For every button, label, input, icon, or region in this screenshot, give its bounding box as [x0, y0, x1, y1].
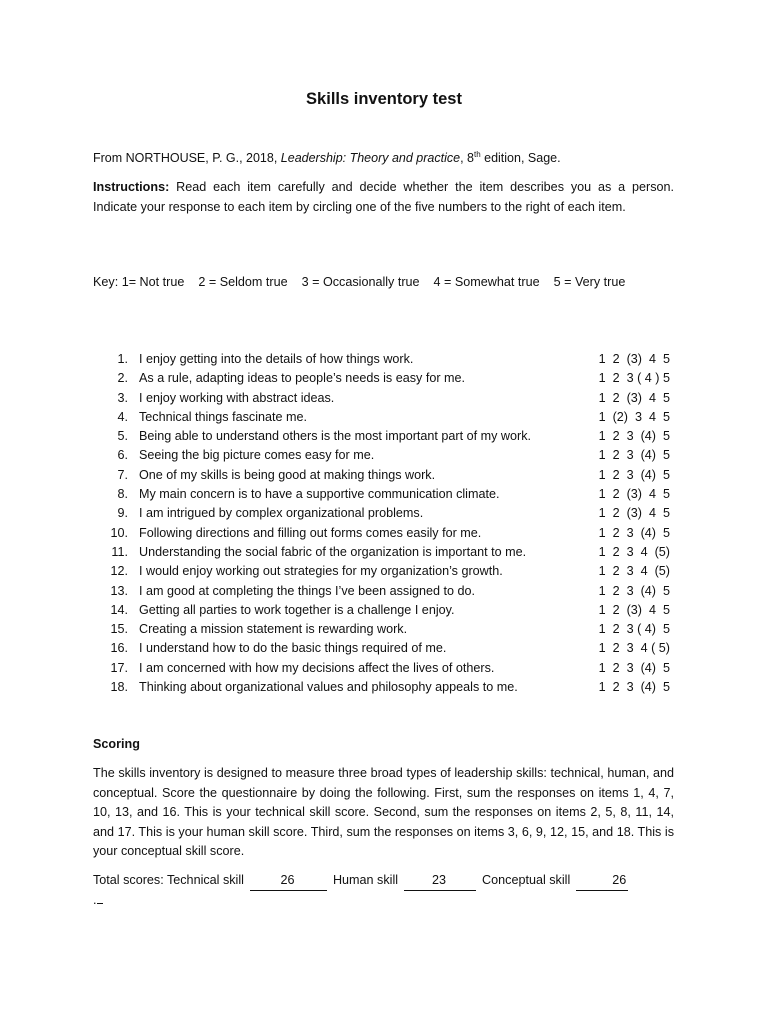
item-response[interactable]: 1 2 3 ( 4) 5	[598, 622, 670, 637]
list-item	[108, 350, 678, 369]
list-item	[108, 620, 678, 639]
item-text: I am intrigued by complex organizational problems.	[139, 506, 424, 521]
item-response[interactable]: 1 2 3 (4) 5	[598, 448, 670, 463]
item-text: Understanding the social fabric of the organization is important to me.	[139, 544, 527, 559]
list-item	[108, 369, 678, 388]
list-item	[108, 504, 678, 523]
list-item	[108, 562, 678, 581]
item-text: Seeing the big picture comes easy for me.	[139, 448, 375, 463]
inventory-items-list	[108, 350, 678, 697]
item-number: 3.	[117, 390, 128, 405]
item-response[interactable]: 1 (2) 3 4 5	[598, 409, 670, 424]
conceptual-skill-label: Conceptual skill	[482, 873, 571, 887]
item-text: I understand how to do the basic things required of me.	[139, 641, 447, 656]
item-response[interactable]: 1 2 (3) 4 5	[598, 487, 670, 502]
source-citation	[93, 150, 561, 165]
item-response[interactable]: 1 2 3 ( 4 ) 5	[598, 371, 670, 386]
item-response[interactable]: 1 2 3 (4) 5	[598, 583, 670, 598]
item-text: Creating a mission statement is rewarding work.	[139, 622, 408, 637]
instructions-paragraph	[93, 178, 674, 217]
list-item	[108, 389, 678, 408]
list-item	[108, 659, 678, 678]
item-response[interactable]: 1 2 (3) 4 5	[598, 602, 670, 617]
source-edition-sup: th	[473, 150, 481, 159]
human-score-field[interactable]: 23	[404, 871, 476, 891]
list-item	[108, 485, 678, 504]
totals-tail-underline	[97, 895, 103, 904]
item-text: I am good at completing the things I’ve been assigned to do.	[139, 583, 476, 598]
item-response[interactable]: 1 2 3 (4) 5	[598, 680, 670, 695]
item-number: 10.	[110, 525, 128, 540]
item-text: I enjoy working with abstract ideas.	[139, 390, 335, 405]
item-text: Being able to understand others is the most important part of my work.	[139, 429, 531, 444]
scoring-paragraph: The skills inventory is designed to measure three broad types of leadership skills: technical, human, and conceptual. Score the questionnaire by doing the following. First, sum the responses on items 1, 4, 7, 10, 13, and 16. This is your technical skill score. Second, sum the responses on items 2, 5, 8, 11, 14, and 17. This is your human skill score. Third, sum the responses on items 3, 6, 9, 12, 15, and 18. This is your conceptual skill score.	[93, 766, 674, 858]
item-number: 5.	[117, 429, 128, 444]
conceptual-score-field[interactable]: 26	[576, 871, 628, 891]
list-item	[108, 408, 678, 427]
item-text: I enjoy getting into the details of how things work.	[139, 352, 414, 366]
item-number: 17.	[110, 660, 128, 675]
source-prefix: From NORTHOUSE, P. G., 2018,	[93, 151, 281, 166]
item-response[interactable]: 1 2 3 4 ( 5)	[598, 641, 670, 656]
total-scores	[93, 871, 674, 910]
item-number: 18.	[110, 680, 128, 695]
technical-score-field[interactable]: 26	[250, 871, 327, 891]
list-item	[108, 678, 678, 697]
item-text: Thinking about organizational values and philosophy appeals to me.	[139, 680, 518, 695]
list-item	[108, 601, 678, 620]
list-item	[108, 639, 678, 658]
item-number: 12.	[110, 564, 128, 579]
item-number: 7.	[117, 467, 128, 482]
item-text: Getting all parties to work together is a challenge I enjoy.	[139, 602, 455, 617]
item-text: Technical things fascinate me.	[139, 409, 308, 424]
list-item	[108, 524, 678, 543]
list-item	[108, 543, 678, 562]
item-number: 13.	[110, 583, 128, 598]
list-item	[108, 582, 678, 601]
item-response[interactable]: 1 2 3 (4) 5	[598, 429, 670, 444]
item-response[interactable]: 1 2 3 4 (5)	[598, 564, 670, 579]
item-response[interactable]: 1 2 (3) 4 5	[598, 390, 670, 405]
item-text: I am concerned with how my decisions affect the lives of others.	[139, 660, 495, 675]
item-text: As a rule, adapting ideas to people’s needs is easy for me.	[139, 371, 466, 386]
item-text: One of my skills is being good at making things work.	[139, 467, 436, 482]
item-response[interactable]: 1 2 (3) 4 5	[598, 352, 670, 366]
instructions-text: Read each item carefully and decide whether the item describes you as a person. Indicate your response to each item by circling one of the five numbers to the right of each item.	[93, 180, 674, 214]
response-key: Key: 1= Not true 2 = Seldom true 3 = Occasionally true 4 = Somewhat true 5 = Very true	[93, 275, 626, 289]
totals-tail: .	[93, 893, 97, 907]
list-item	[108, 427, 678, 446]
item-response[interactable]: 1 2 3 (4) 5	[598, 467, 670, 482]
source-book-title: Leadership: Theory and practice	[280, 151, 461, 166]
item-number: 11.	[111, 544, 128, 559]
page-title: Skills inventory test	[306, 90, 462, 108]
source-edition: , 8	[460, 151, 474, 166]
item-number: 14.	[110, 602, 128, 617]
item-response[interactable]: 1 2 3 (4) 5	[598, 660, 670, 675]
human-skill-label: Human skill	[332, 873, 399, 887]
item-number: 1.	[117, 352, 128, 366]
list-item	[108, 466, 678, 485]
item-response[interactable]: 1 2 (3) 4 5	[598, 506, 670, 521]
item-number: 16.	[110, 641, 128, 656]
source-suffix: edition, Sage.	[480, 151, 561, 166]
scoring-heading: Scoring	[93, 737, 140, 751]
item-number: 4.	[117, 409, 128, 424]
item-text: My main concern is to have a supportive communication climate.	[139, 487, 500, 502]
item-number: 9.	[117, 506, 128, 521]
item-text: Following directions and filling out forms comes easily for me.	[139, 525, 482, 540]
instructions-label: Instructions:	[93, 180, 170, 194]
list-item	[108, 446, 678, 465]
item-number: 6.	[117, 448, 128, 463]
item-response[interactable]: 1 2 3 4 (5)	[598, 544, 670, 559]
item-text: I would enjoy working out strategies for my organization’s growth.	[139, 564, 503, 579]
item-number: 8.	[117, 487, 128, 502]
totals-label: Total scores: Technical skill	[93, 873, 244, 887]
item-number: 2.	[117, 371, 128, 386]
item-number: 15.	[110, 622, 128, 637]
item-response[interactable]: 1 2 3 (4) 5	[598, 525, 670, 540]
